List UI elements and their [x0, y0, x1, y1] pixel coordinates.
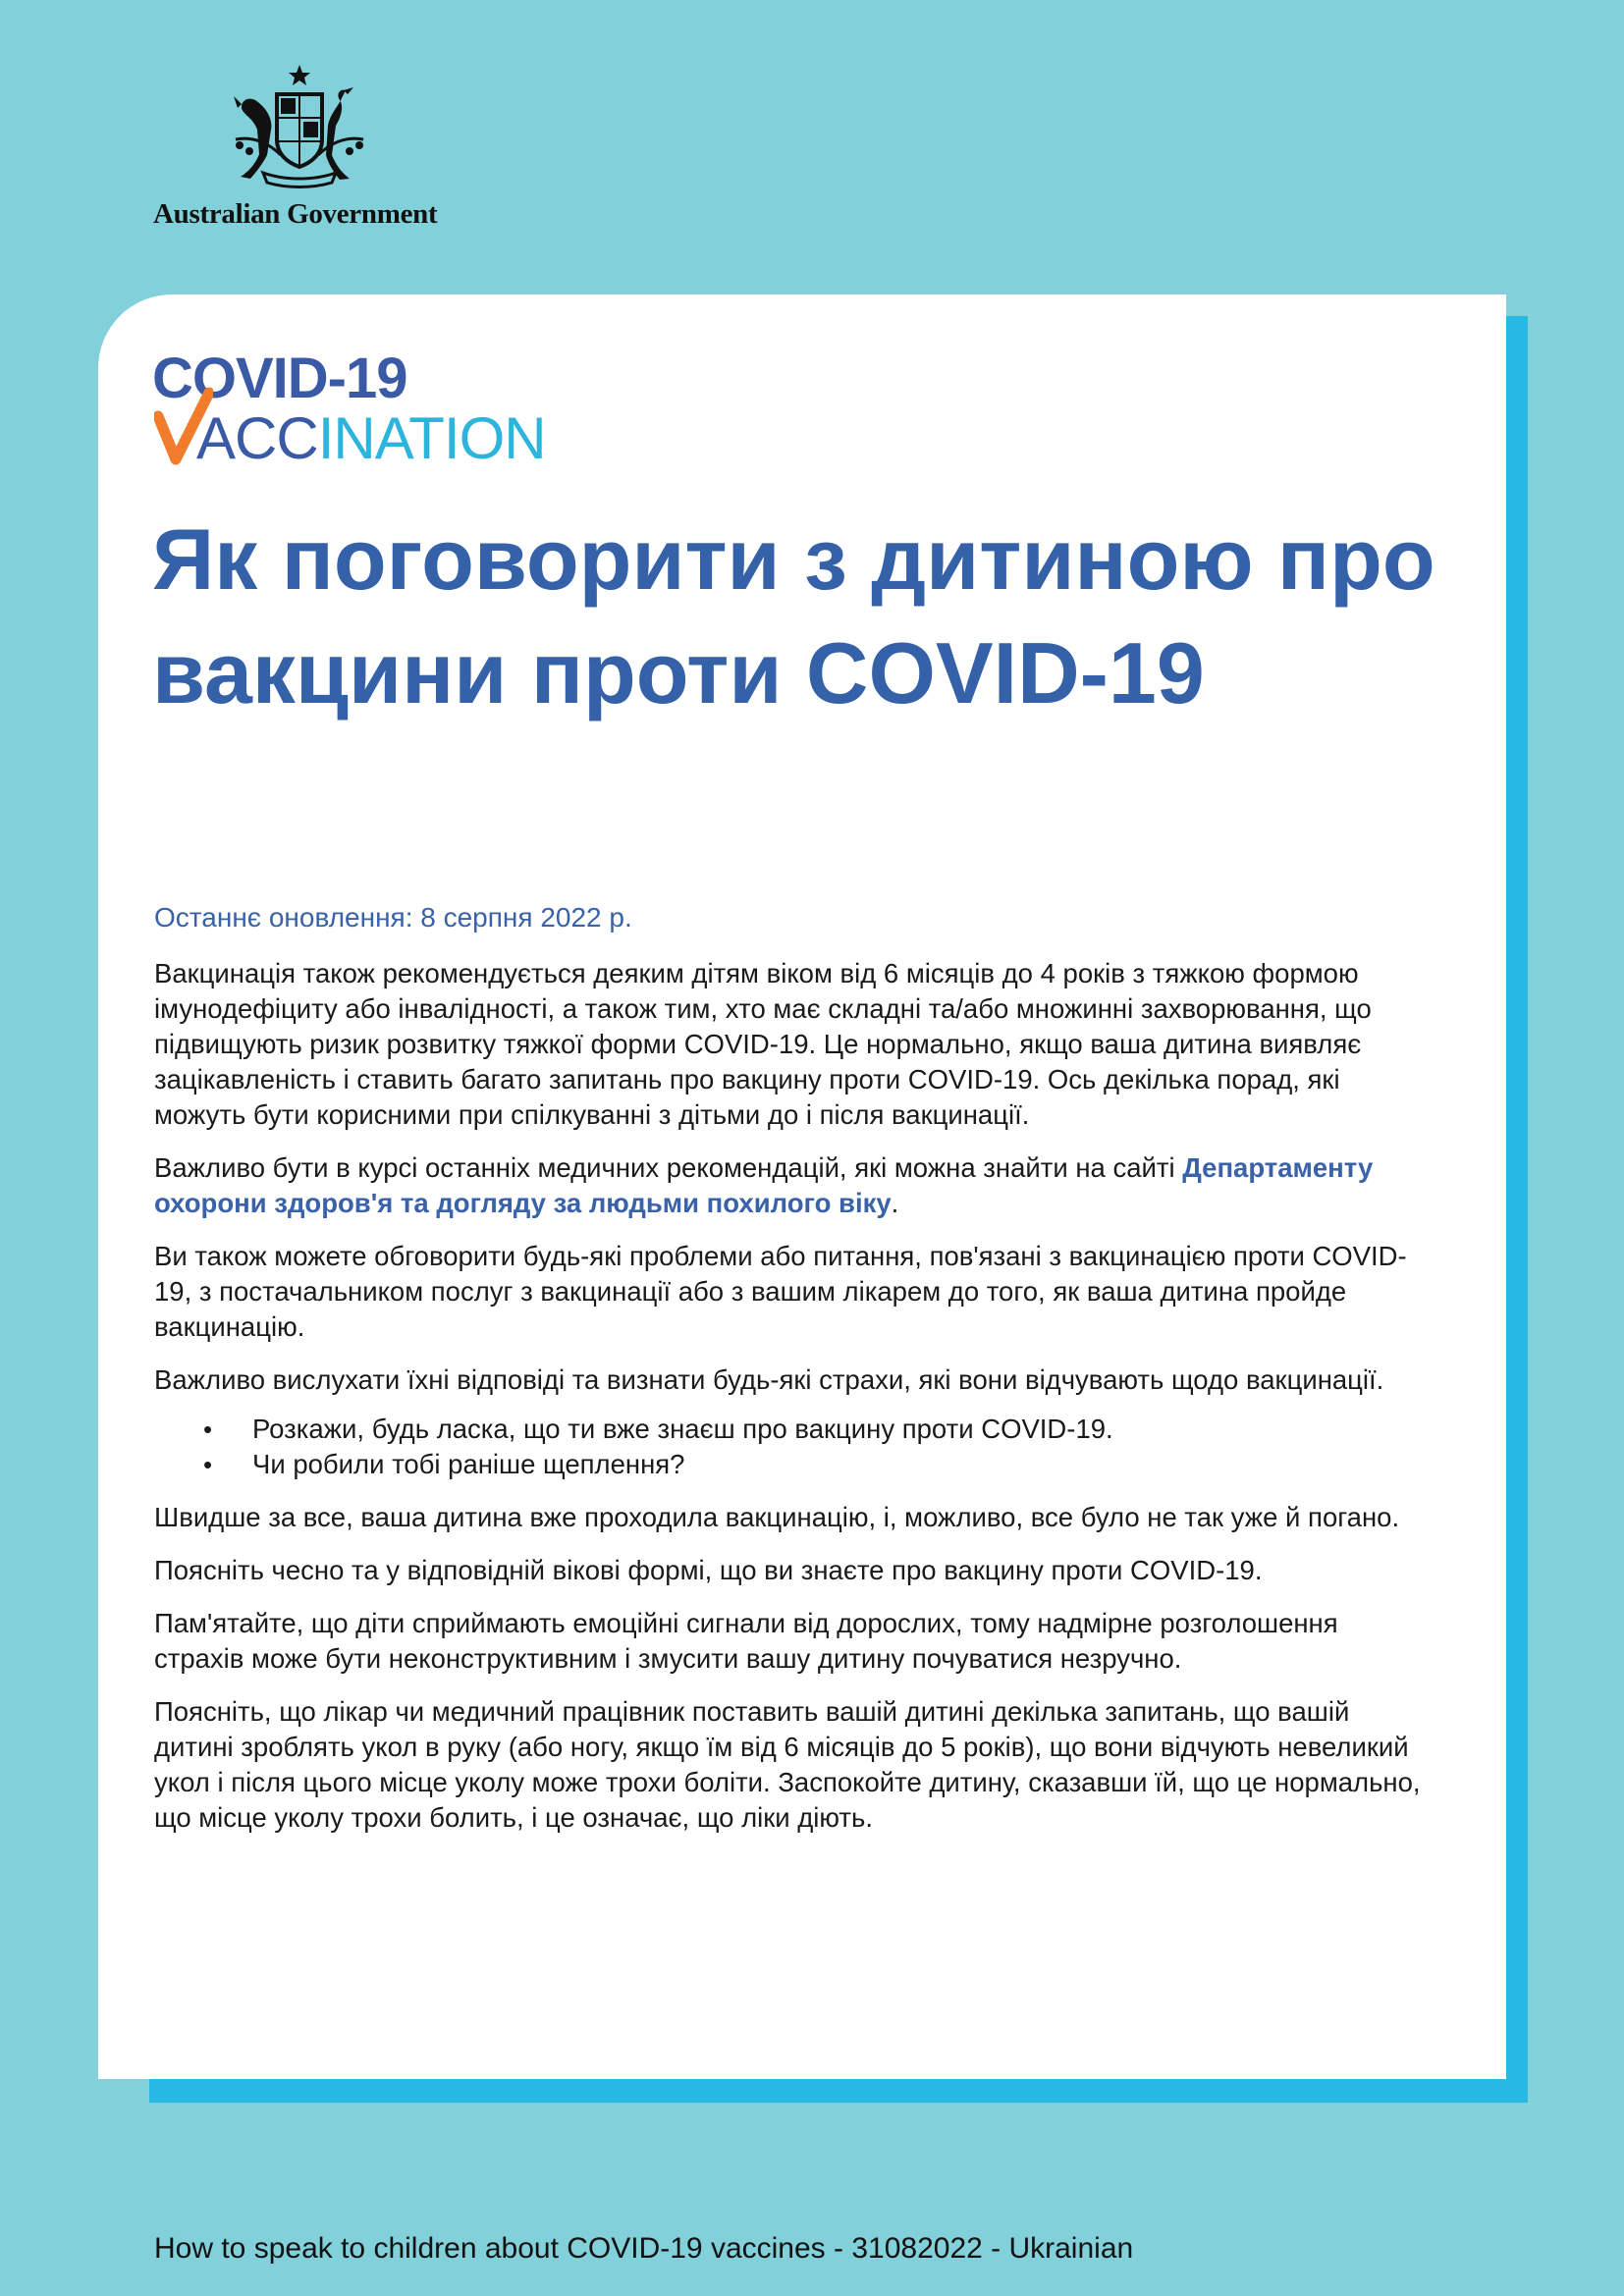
page-title: Як поговорити з дитиною про вакцини проти COVID-19 — [152, 510, 1435, 721]
logo-line-covid: COVID-19 — [152, 347, 407, 410]
logo-accent-text: ACC — [196, 405, 318, 471]
document-body — [154, 956, 1431, 1853]
paragraph-discuss: Ви також можете обговорити будь-які проблеми або питання, пов'язані з вакцинацією проти COVID-19, з постачальником послуг з вакцинації або з вашим лікарем до того, як ваша дитина пройде вакцинацію. — [154, 1241, 1407, 1342]
logo-rest-text: INATION — [317, 405, 546, 471]
paragraph-emotional-cues: Пам'ятайте, що діти сприймають емоційні сигнали від дорослих, тому надмірне розголошення страхів може бути неконструктивним і змусити вашу дитину почуватися незручно. — [154, 1608, 1338, 1674]
department-health-link[interactable]: Департаменту охорони здоров'я та догляду за людьми похилого віку — [154, 1152, 1374, 1218]
paragraph-explain: Поясніть чесно та у відповідній вікові формі, що ви знаєте про вакцину проти COVID-19. — [154, 1555, 1263, 1585]
logo-line-vaccination — [196, 404, 546, 472]
paragraph-intro: Вакцинація також рекомендується деяким дітям віком від 6 місяців до 4 років з тяжкою формою імунодефіциту або інвалідності, а також тим, хто має складні та/або множинні захворювання, що підвищують ризик розвитку тяжкої форми COVID-19. Це нормально, якщо ваша дитина виявляє зацікавленість і ставить багато запитань про вакцину проти COVID-19. Ось декілька порад, які можуть бути корисними при спілкуванні з дітьми до і після вакцинації. — [154, 958, 1372, 1130]
question-list — [154, 1412, 1431, 1482]
coat-of-arms-icon — [216, 61, 383, 188]
paragraph-recommendations — [154, 1150, 1431, 1221]
covid-vaccination-logo — [152, 346, 604, 471]
checkmark-icon — [154, 387, 213, 465]
paragraph-listen: Важливо вислухати їхні відповіді та визнати будь-які страхи, які вони відчувають щодо вакцинації. — [154, 1364, 1384, 1395]
document-footer: How to speak to children about COVID-19 vaccines - 31082022 - Ukrainian — [154, 2232, 1134, 2265]
government-logo — [147, 61, 461, 238]
last-updated-date: Останнє оновлення: 8 серпня 2022 р. — [154, 902, 632, 933]
list-item: • Чи робили тобі раніше щеплення? — [252, 1447, 1431, 1482]
paragraph-text-end: . — [891, 1188, 899, 1218]
government-name: Australian Government — [153, 198, 438, 230]
paragraph-procedure: Поясніть, що лікар чи медичний працівник поставить вашій дитині декілька запитань, що вашій дитині зроблять укол в руку (або ногу, якщо їм від 6 місяців до 5 років), що вони відчують невеликий укол і після цього місце уколу може трохи боліти. Заспокойте дитину, сказавши їй, що це нормально, що місце уколу трохи болить, і це означає, що ліки діють. — [154, 1696, 1421, 1833]
paragraph-text: Важливо бути в курсі останніх медичних рекомендацій, які можна знайти на сайті — [154, 1152, 1183, 1183]
list-item: • Розкажи, будь ласка, що ти вже знаєш про вакцину проти COVID-19. — [252, 1412, 1431, 1447]
paragraph-previous-vaccination: Швидше за все, ваша дитина вже проходила вакцинацію, і, можливо, все було не так уже й погано. — [154, 1502, 1400, 1532]
